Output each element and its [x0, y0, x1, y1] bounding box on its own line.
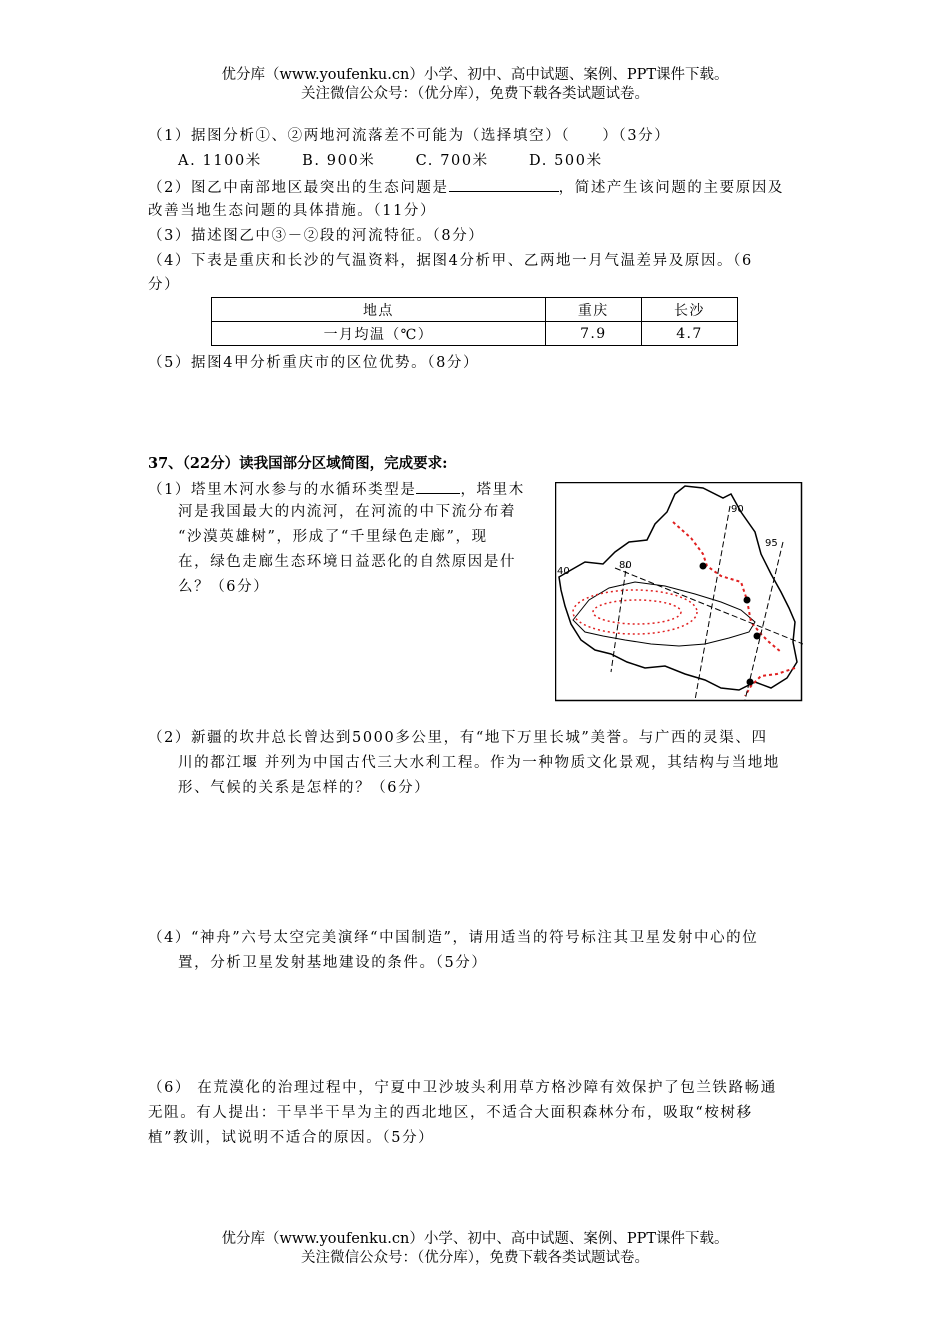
- q37-part1-line3: “沙漠英雄树”，形成了“千里绿色走廊”，现: [178, 529, 488, 545]
- temperature-table: [211, 297, 738, 346]
- page-footer-line1: 优分库（www.youfenku.cn）小学、初中、高中试题、案例、PPT课件下载。: [221, 1231, 729, 1247]
- table-header-row: [212, 298, 738, 322]
- map-label-40: 40: [557, 566, 570, 577]
- city-dot: [744, 597, 751, 604]
- table-cell: 7.9: [545, 322, 641, 346]
- q37-part1-text-b: ，塔里木: [460, 482, 525, 498]
- option-d: D. 500米: [528, 153, 603, 169]
- q37-part1-line4: 在，绿色走廊生态环境日益恶化的自然原因是什: [178, 554, 517, 570]
- question-5: （5）据图4甲分析重庆市的区位优势。（8分）: [148, 355, 480, 371]
- q37-part6-line1: （6） 在荒漠化的治理过程中，宁夏中卫沙坡头利用草方格沙障有效保护了包兰铁路畅通: [148, 1080, 777, 1096]
- page-header-line2: 关注微信公众号：（优分库），免费下载各类试题试卷。: [301, 86, 649, 102]
- city-dot: [754, 633, 761, 640]
- table-header-cell: 长沙: [641, 298, 737, 322]
- map-label-80: 80: [619, 560, 632, 571]
- answer-options: [178, 152, 637, 171]
- q37-part6-line3: 植”教训，试说明不适合的原因。（5分）: [148, 1130, 435, 1146]
- question-2-line2: 改善当地生态问题的具体措施。（11分）: [148, 203, 437, 219]
- question-2-text-a: （2）图乙中南部地区最突出的生态问题是: [148, 180, 449, 196]
- question-1: （1）据图分析①、②两地河流落差不可能为（选择填空）（ ）（3分）: [148, 128, 671, 144]
- q37-part1-line5: 么？（6分）: [178, 579, 270, 595]
- question-37-title: 37、（22分）读我国部分区域简图，完成要求:: [148, 455, 448, 472]
- table-header-cell: 重庆: [545, 298, 641, 322]
- q37-part2-line2: 川的都江堰 并列为中国古代三大水利工程。作为一种物质文化景观，其结构与当地地: [178, 755, 780, 771]
- question-4-line1: （4）下表是重庆和长沙的气温资料，据图4分析甲、乙两地一月气温差异及原因。（6: [148, 253, 753, 269]
- answer-blank: [449, 177, 559, 192]
- q37-part4-line2: 置，分析卫星发射基地建设的条件。（5分）: [178, 955, 488, 971]
- city-dot: [700, 563, 707, 570]
- option-a: A. 1100米: [178, 153, 262, 169]
- option-b: B. 900米: [302, 153, 376, 169]
- question-2-line1: [148, 177, 784, 198]
- table-row: [212, 322, 738, 346]
- q37-part1-text-a: （1）塔里木河水参与的水循环类型是: [148, 482, 417, 498]
- map-label-90: 90: [731, 504, 744, 515]
- answer-blank: [416, 479, 460, 494]
- q37-part4-line1: （4）“神舟”六号太空完美演绎“中国制造”，请用适当的符号标注其卫星发射中心的位: [148, 930, 759, 946]
- question-2-text-b: ，简述产生该问题的主要原因及: [558, 180, 785, 196]
- city-dot: [747, 679, 754, 686]
- table-row-label: 一月均温（℃）: [212, 322, 546, 346]
- page-header-line1: 优分库（www.youfenku.cn）小学、初中、高中试题、案例、PPT课件下载。: [221, 67, 729, 83]
- question-3: （3）描述图乙中③－②段的河流特征。（8分）: [148, 228, 485, 244]
- q37-part2-line1: （2）新疆的坎井总长曾达到5000多公里，有“地下万里长城”美誉。与广西的灵渠、四: [148, 730, 768, 746]
- q37-part2-line3: 形、气候的关系是怎样的？（6分）: [178, 780, 431, 796]
- page-footer-line2: 关注微信公众号：（优分库），免费下载各类试题试卷。: [301, 1250, 649, 1266]
- q37-part6-line2: 无阻。有人提出：干旱半干旱为主的西北地区，不适合大面积森林分布，吸取“桉树移: [148, 1105, 753, 1121]
- xinjiang-region-map: [555, 482, 803, 702]
- q37-part1-line1: [148, 479, 525, 500]
- table-header-cell: 地点: [212, 298, 546, 322]
- q37-part1-line2: 河是我国最大的内流河，在河流的中下流分布着: [178, 504, 517, 520]
- option-c: C. 700米: [415, 153, 489, 169]
- map-label-95: 95: [765, 538, 778, 549]
- map-frame: [556, 483, 802, 701]
- question-4-line2: 分）: [148, 277, 181, 293]
- table-cell: 4.7: [641, 322, 737, 346]
